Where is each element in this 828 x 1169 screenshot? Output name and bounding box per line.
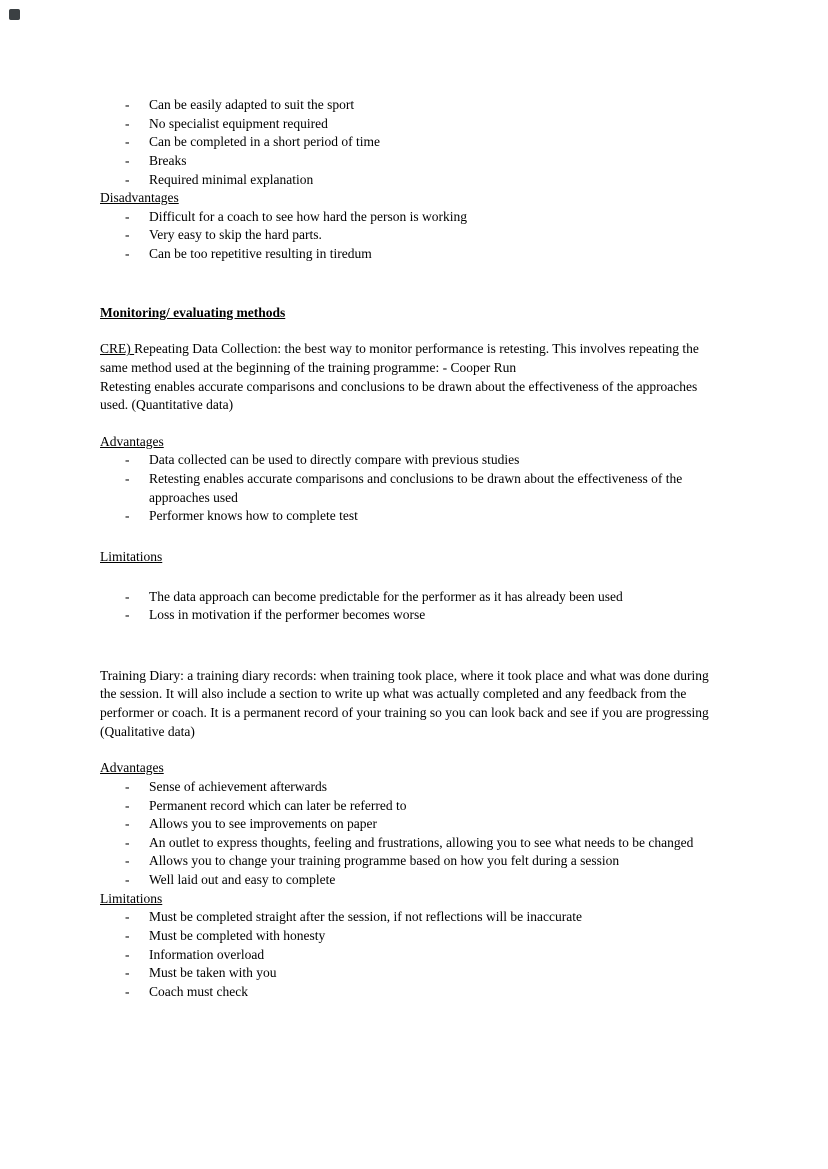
corner-mark	[9, 9, 20, 20]
list-item-text: Information overload	[149, 946, 265, 962]
list-item	[100, 946, 728, 965]
disadvantages-heading: Disadvantages	[100, 190, 179, 206]
list-item	[100, 797, 728, 816]
list-item-text: Permanent record which can later be referred to	[149, 797, 407, 813]
list-item-text: Must be taken with you	[149, 965, 277, 981]
list-item-text: Can be too repetitive resulting in tiredum	[149, 246, 372, 261]
bullet-dash: -	[125, 246, 130, 261]
list-item	[100, 983, 728, 1002]
bullet-dash: -	[125, 208, 130, 224]
list-item-text: Difficult for a coach to see how hard the person is working	[149, 208, 468, 224]
list-item-text: Sense of achievement afterwards	[149, 778, 328, 794]
list-item-text: Loss in motivation if the performer becomes worse	[149, 607, 426, 623]
list-item	[100, 871, 728, 890]
intro-bullet-list	[100, 96, 728, 189]
list-item	[100, 133, 728, 152]
bullet-dash: -	[125, 965, 130, 981]
diary-advantages-heading: Advantages	[100, 760, 164, 776]
list-item-text: No specialist equipment required	[149, 115, 328, 131]
list-item-text: Performer knows how to complete test	[149, 508, 358, 524]
list-item	[100, 451, 728, 470]
list-item-text: Must be completed with honesty	[149, 927, 326, 943]
list-item-text: Very easy to skip the hard parts.	[149, 227, 322, 243]
list-item	[100, 778, 728, 797]
list-item-text: Can be completed in a short period of time	[149, 134, 380, 150]
bullet-dash: -	[125, 227, 130, 243]
list-item-text: An outlet to express thoughts, feeling and frustrations, allowing you to see what needs to be changed	[149, 834, 694, 850]
list-item	[100, 588, 728, 607]
bullet-dash: -	[125, 452, 130, 468]
bullet-dash: -	[125, 778, 130, 794]
cre-paragraph-2-text: Retesting enables accurate comparisons and conclusions to be drawn about the effectiveness of the approaches used. (Quantitative data)	[100, 378, 698, 413]
list-item	[100, 606, 728, 625]
list-item-text: Breaks	[149, 152, 187, 168]
disadvantages-list	[100, 208, 728, 264]
bullet-dash: -	[125, 872, 130, 887]
list-item	[100, 834, 728, 853]
cre-label: CRE)	[100, 341, 135, 357]
bullet-dash: -	[125, 471, 130, 486]
section-title: Monitoring/ evaluating methods	[100, 304, 286, 320]
list-item	[100, 171, 728, 190]
cre-advantages-heading: Advantages	[100, 433, 164, 449]
cre-paragraph-2	[100, 378, 728, 415]
cre-paragraph-text: Repeating Data Collection: the best way to monitor performance is retesting. This involves repeating the same method used at the beginning of the training programme: - Cooper Run	[100, 341, 699, 375]
diary-limitations-heading: Limitations	[100, 890, 163, 906]
list-item	[100, 815, 728, 834]
cre-advantages-list	[100, 451, 728, 526]
cre-limitations-list	[100, 588, 728, 625]
list-item	[100, 152, 728, 171]
diary-paragraph	[100, 667, 728, 742]
diary-advantages-list	[100, 778, 728, 890]
bullet-dash: -	[125, 983, 130, 999]
bullet-dash: -	[125, 152, 130, 168]
list-item	[100, 964, 728, 983]
list-item-text: Required minimal explanation	[149, 171, 314, 187]
bullet-dash: -	[125, 797, 130, 813]
list-item	[100, 507, 728, 526]
list-item-text: Must be completed straight after the session, if not reflections will be inaccurate	[149, 909, 582, 925]
bullet-dash: -	[125, 134, 130, 150]
bullet-dash: -	[125, 909, 130, 925]
bullet-dash: -	[125, 816, 130, 832]
list-item	[100, 852, 728, 871]
diary-limitations-list	[100, 908, 728, 1001]
list-item	[100, 115, 728, 134]
bullet-dash: -	[125, 588, 130, 604]
list-item	[100, 226, 728, 245]
list-item	[100, 470, 728, 507]
bullet-dash: -	[125, 853, 130, 869]
list-item-text: The data approach can become predictable for the performer as it has already been used	[149, 588, 623, 604]
bullet-dash: -	[125, 508, 130, 524]
list-item	[100, 245, 728, 264]
bullet-dash: -	[125, 115, 130, 131]
cre-paragraph	[100, 340, 728, 377]
list-item	[100, 908, 728, 927]
list-item-text: Coach must check	[149, 983, 248, 999]
bullet-dash: -	[125, 927, 130, 943]
list-item	[100, 96, 728, 115]
bullet-dash: -	[125, 834, 130, 850]
bullet-dash: -	[125, 171, 130, 187]
bullet-dash: -	[125, 97, 130, 112]
list-item-text: Retesting enables accurate comparisons and conclusions to be drawn about the effectiveness of the approaches used	[149, 471, 683, 505]
list-item-text: Allows you to see improvements on paper	[149, 816, 377, 832]
diary-paragraph-text: Training Diary: a training diary records: when training took place, where it took place and what was done during the session. It will also include a section to write up what was actually completed and any feedback from the performer or coach. It is a permanent record of your training so you can look back and see if you are progressing (Qualitative data)	[100, 667, 709, 739]
bullet-dash: -	[125, 946, 130, 962]
list-item-text: Well laid out and easy to complete	[149, 872, 336, 887]
list-item	[100, 208, 728, 227]
list-item	[100, 927, 728, 946]
bullet-dash: -	[125, 607, 130, 623]
list-item-text: Data collected can be used to directly compare with previous studies	[149, 452, 520, 468]
cre-limitations-heading: Limitations	[100, 548, 163, 564]
list-item-text: Can be easily adapted to suit the sport	[149, 97, 355, 112]
list-item-text: Allows you to change your training programme based on how you felt during a session	[149, 853, 620, 869]
